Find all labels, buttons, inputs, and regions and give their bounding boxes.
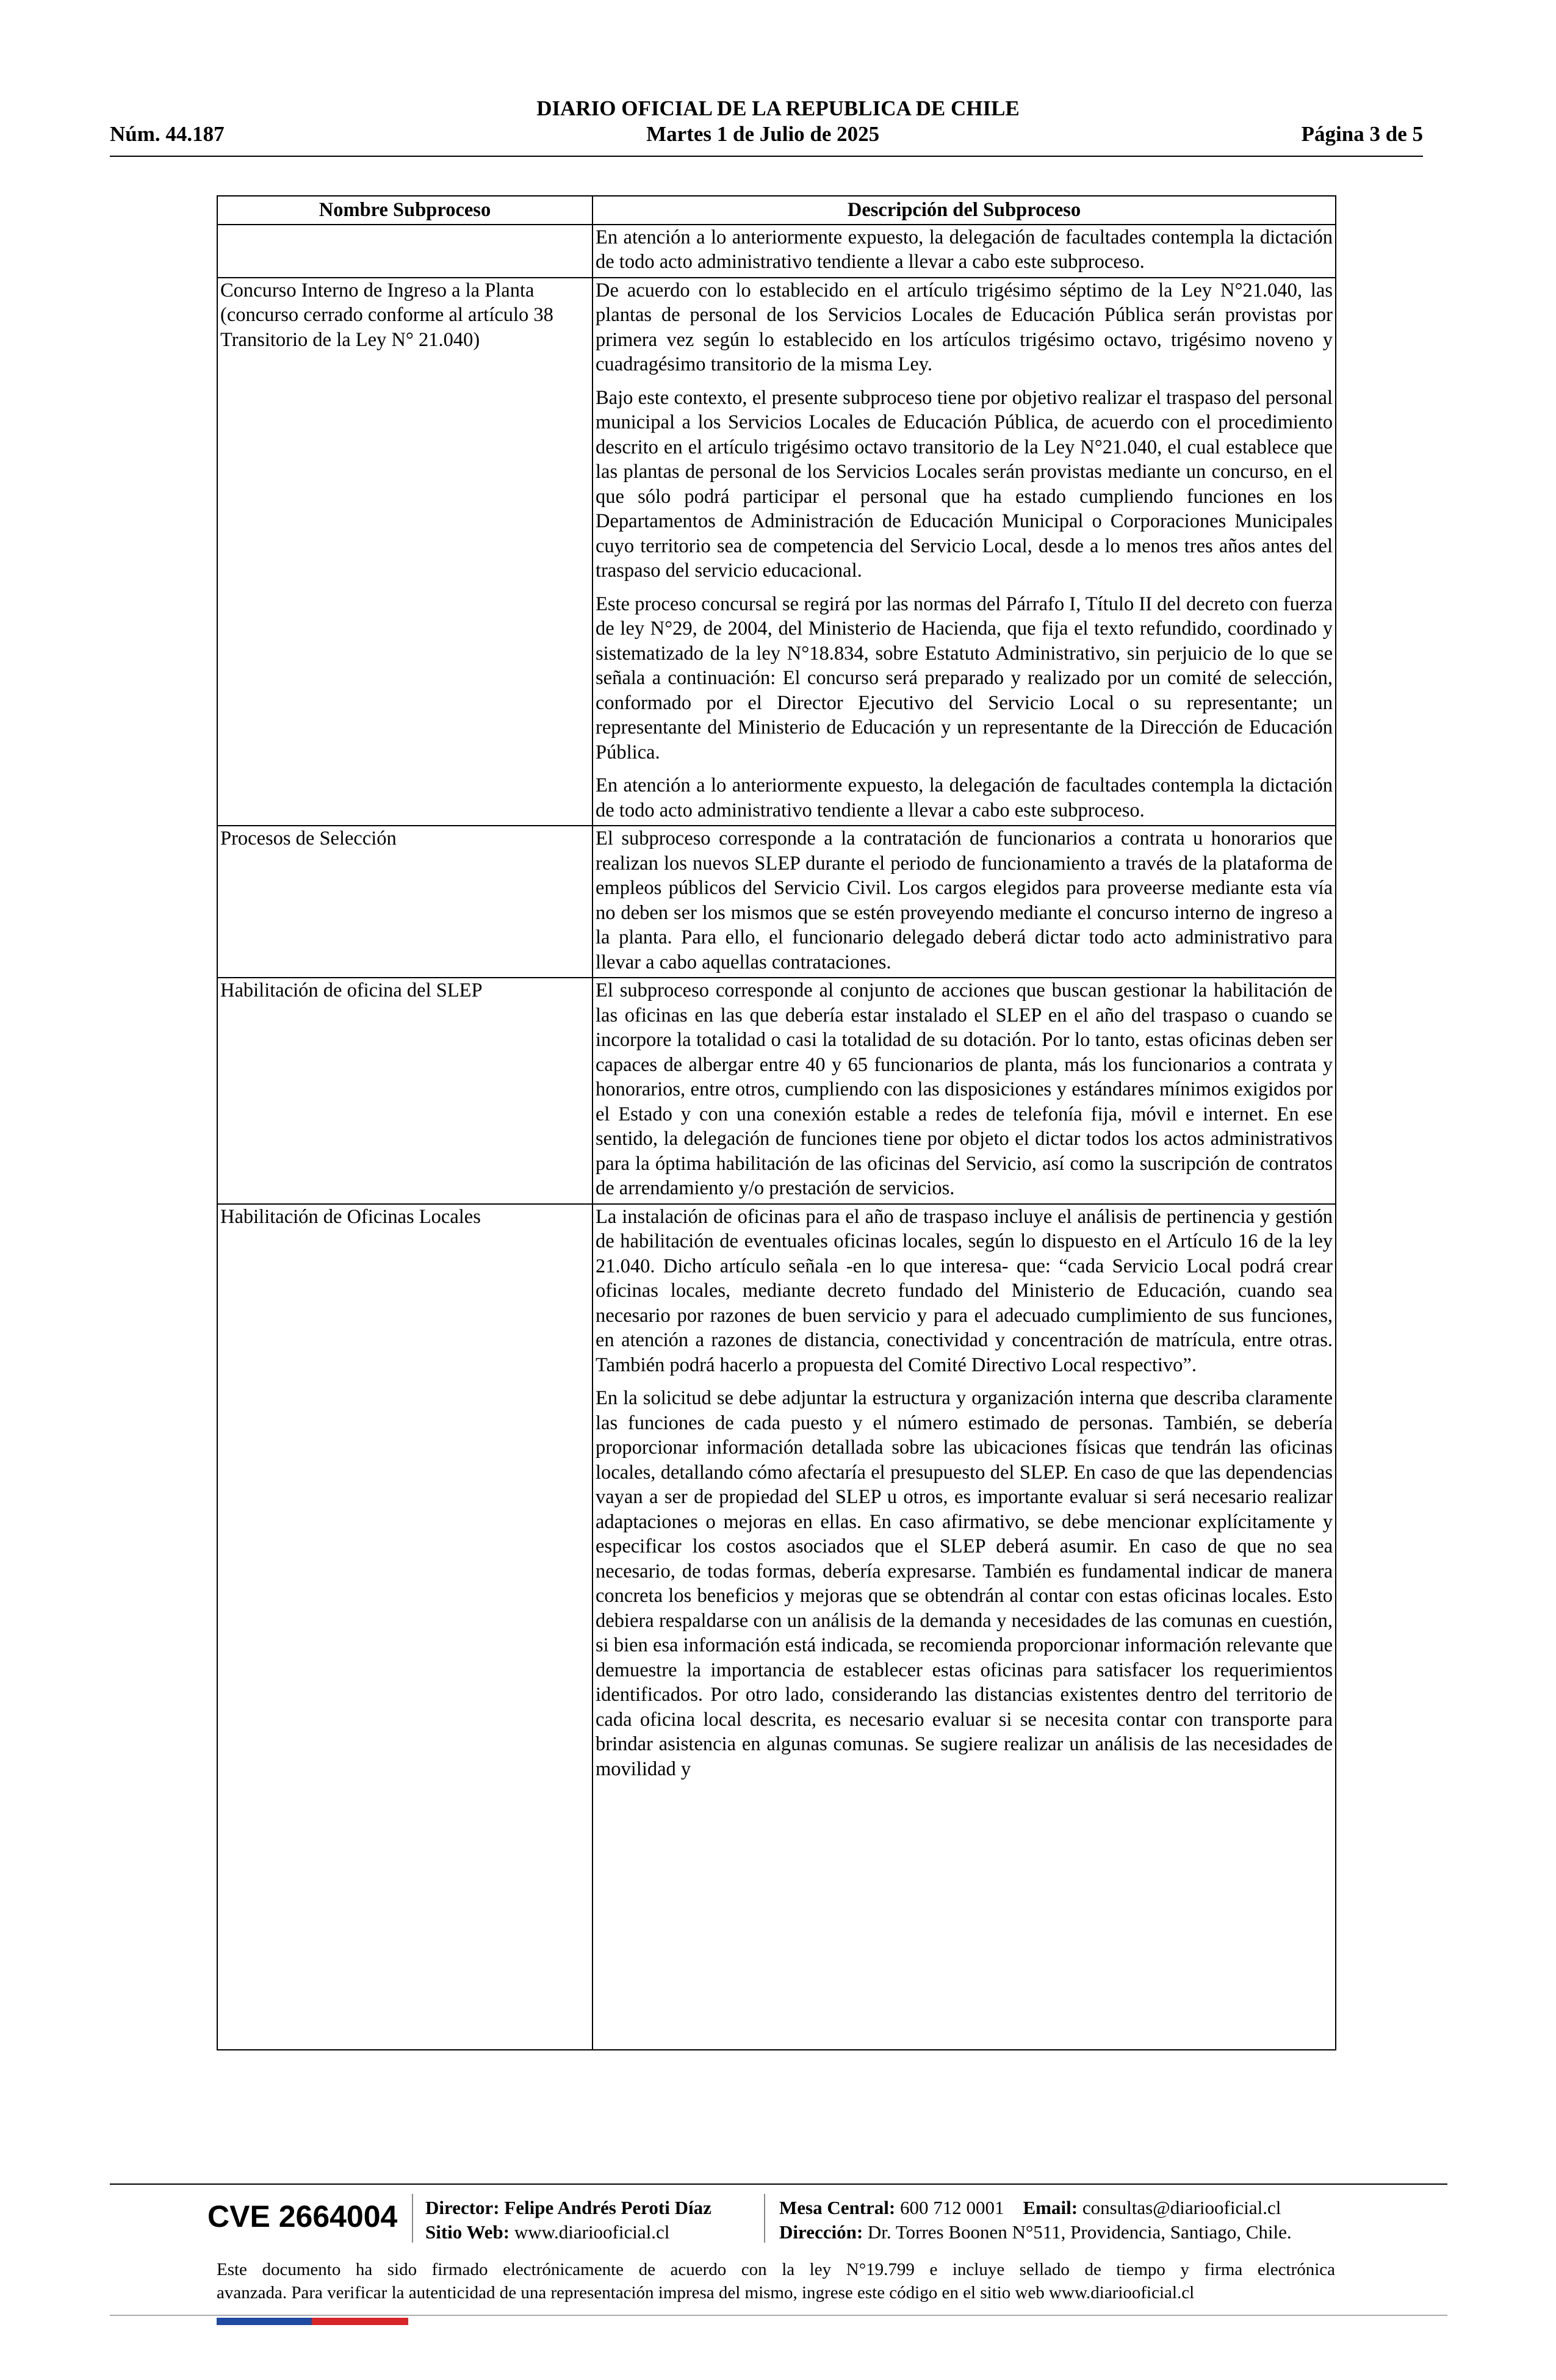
footer-separator (412, 2194, 413, 2243)
issue-number: Núm. 44.187 (110, 122, 225, 146)
email-link[interactable]: consultas@diariooficial.cl (1082, 2197, 1281, 2218)
page-indicator: Página 3 de 5 (1301, 122, 1423, 146)
table-row (217, 278, 1336, 826)
address-text: Dr. Torres Boonen N°511, Providencia, Santiago, Chile. (867, 2221, 1292, 2243)
subprocess-name: Habilitación de oficina del SLEP (217, 978, 593, 1204)
subprocess-name: Habilitación de Oficinas Locales (217, 1204, 593, 2050)
address-label: Dirección: (779, 2221, 863, 2243)
director-name: Felipe Andrés Peroti Díaz (504, 2197, 711, 2218)
website-line (425, 2220, 711, 2245)
newspaper-title: DIARIO OFICIAL DE LA REPUBLICA DE CHILE (536, 96, 1020, 120)
phone-number: 600 712 0001 (900, 2197, 1004, 2218)
subprocess-name: Procesos de Selección (217, 826, 593, 978)
subprocess-description (593, 278, 1336, 826)
table-row (217, 826, 1336, 978)
website-link[interactable]: www.diariooficial.cl (514, 2221, 670, 2243)
subprocess-description (593, 826, 1336, 978)
description-paragraph: En la solicitud se debe adjuntar la estructura y organización interna que describa claramente las funciones de cada puesto y el número estimado de personas. También, se debería proporcionar información detallada sobre las ubicaciones físicas que tendrán las oficinas locales, detallando cómo afectaría el presupuesto del SLEP. En caso de que las dependencias vayan a ser de propiedad del SLEP u otros, es importante evaluar si será necesario realizar adaptaciones o mejoras en ellas. En caso afirmativo, se debe mencionar explícitamente y especificar los costos asociados que el SLEP deberá asumir. En caso de que no sea necesario, de todas formas, debería expresarse. También es fundamental indicar de manera concreta los beneficios y mejoras que se obtendrán al contar con estas oficinas locales. Esto debiera respaldarse con un análisis de la demanda y necesidades de las comunas en cuestión, si bien esa información está indicada, se recomienda proporcionar información relevante que demuestre la importancia de establecer estas oficinas para satisfacer los requerimientos identificados. Por otro lado, considerando las distancias existentes dentro del territorio de cada oficina local descrita, es necesario evaluar si se necesita contar con transporte para brindar asistencia en algunas comunas. Se sugiere realizar un análisis de las necesidades de movilidad y (596, 1387, 1333, 1780)
table-row (217, 1204, 1336, 2050)
website-label: Sitio Web: (425, 2221, 510, 2243)
footer-separator (764, 2194, 765, 2243)
director-line (425, 2196, 711, 2220)
subprocess-description (593, 1204, 1336, 2050)
description-paragraph: Bajo este contexto, el presente subproceso tiene por objetivo realizar el traspaso del personal municipal a los Servicios Locales de Educación Pública, de acuerdo con el procedimiento descrito en el artículo trigésimo octavo transitorio de la Ley N°21.040, el cual establece que las plantas de personal de los Servicios Locales serán provistas mediante un concurso, en el que sólo podrá participar el personal que ha estado cumpliendo funciones en los Departamentos de Administración de Educación Municipal o Corporaciones Municipales cuyo territorio sea de competencia del Servicio Local, desde a lo menos tres años antes del traspaso del servicio educacional. (596, 386, 1333, 582)
column-header-description: Descripción del Subproceso (593, 196, 1336, 225)
description-paragraph: El subproceso corresponde a la contratación de funcionarios a contrata u honorarios que realizan los nuevos SLEP durante el periodo de funcionamiento a través de la plataforma de empleos públicos del Servicio Civil. Los cargos elegidos para proveerse mediante esta vía no deben ser los mismos que se estén proveyendo mediante el concurso interno de ingreso a la planta. Para ello, el funcionario delegado deberá dictar todo acto administrativo para llevar a cabo aquellas contrataciones. (596, 828, 1333, 973)
subprocess-name: Concurso Interno de Ingreso a la Planta (concurso cerrado conforme al artículo 38 Transitorio de la Ley N° 21.040) (217, 278, 593, 826)
description-paragraph: La instalación de oficinas para el año de traspaso incluye el análisis de pertinencia y gestión de habilitación de eventuales oficinas locales, según lo dispuesto en el Artículo 16 de la ley 21.040. Dicho artículo señala -en lo que interesa- que: “cada Servicio Local podrá crear oficinas locales, mediante decreto fundado del Ministerio de Educación, cuando sea necesario por razones de buen servicio y para el adecuado cumplimiento de sus funciones, en atención a razones de distancia, conectividad y concentración de matrícula, entre otras. También podrá hacerlo a propuesta del Comité Directivo Local respectivo”. (596, 1205, 1333, 1376)
table-row (217, 225, 1336, 278)
footer-director-block (425, 2196, 711, 2245)
subprocess-table (217, 195, 1336, 2050)
description-paragraph: De acuerdo con lo establecido en el artículo trigésimo séptimo de la Ley N°21.040, las plantas de personal de los Servicios Locales de Educación Pública serán provistas por primera vez según lo establecido en los artículos trigésimo octavo, trigésimo noveno y cuadragésimo transitorio de la misma Ley. (596, 279, 1333, 375)
description-paragraph: En atención a lo anteriormente expuesto, la delegación de facultades contempla la dictación de todo acto administrativo tendiente a llevar a cabo este subproceso. (596, 226, 1333, 273)
flag-stripe-red (312, 2318, 408, 2325)
cve-code: CVE 2664004 (207, 2199, 398, 2234)
issue-date: Martes 1 de Julio de 2025 (646, 122, 880, 146)
description-paragraph: Este proceso concursal se regirá por las normas del Párrafo I, Título II del decreto con fuerza de ley N°29, de 2004, del Ministerio de Hacienda, que fija el texto refundido, coordinado y sistematizado de la ley N°18.834, sobre Estatuto Administrativo, sin perjuicio de lo que se señala a continuación: El concurso será preparado y realizado por un comité de selección, conformado por el Director Ejecutivo del Servicio Local o su representante; un representante del Ministerio de Educación y un representante de la Dirección de Educación Pública. (596, 593, 1333, 763)
contact-line (779, 2196, 1292, 2220)
subprocess-description (593, 225, 1336, 278)
subprocess-name (217, 225, 593, 278)
footer-bottom-rule (110, 2315, 1447, 2316)
address-line (779, 2220, 1292, 2245)
legal-notice-line-1: Este documento ha sido firmado electrónicamente de acuerdo con la ley N°19.799 e incluye sellado de tiempo y firma electrónica (217, 2260, 1335, 2279)
director-label: Director: (425, 2197, 500, 2218)
phone-label: Mesa Central: (779, 2197, 896, 2218)
table-row (217, 978, 1336, 1204)
email-label: Email: (1023, 2197, 1078, 2218)
legal-notice-line-2: avanzada. Para verificar la autenticidad de una representación impresa del mismo, ingrese este código en el sitio web www.diariooficial.cl (217, 2283, 1195, 2302)
table-header-row (217, 196, 1336, 225)
column-header-name: Nombre Subproceso (217, 196, 593, 225)
footer-divider (110, 2183, 1447, 2185)
description-paragraph: El subproceso corresponde al conjunto de acciones que buscan gestionar la habilitación de las oficinas en las que debería estar instalado el SLEP en el año del traspaso o cuando se incorpore la totalidad o casi la totalidad de su dotación. Por lo tanto, estas oficinas deben ser capaces de albergar entre 40 y 65 funcionarios de planta, más los funcionarios a contrata y honorarios, entre otros, cumpliendo con las disposiciones y estándares mínimos exigidos por el Estado y con una conexión estable a redes de telefonía fija, móvil e internet. En ese sentido, la delegación de funciones tiene por objeto el dictar todos los actos administrativos para la óptima habilitación de las oficinas del Servicio, así como la suscripción de contratos de arrendamiento y/o prestación de servicios. (596, 979, 1333, 1199)
description-paragraph: En atención a lo anteriormente expuesto, la delegación de facultades contempla la dictación de todo acto administrativo tendiente a llevar a cabo este subproceso. (596, 774, 1333, 821)
footer-contact-block (779, 2196, 1292, 2245)
subprocess-description (593, 978, 1336, 1204)
header-row (110, 122, 1423, 146)
header-divider (110, 156, 1423, 157)
flag-stripe-blue (217, 2318, 312, 2325)
